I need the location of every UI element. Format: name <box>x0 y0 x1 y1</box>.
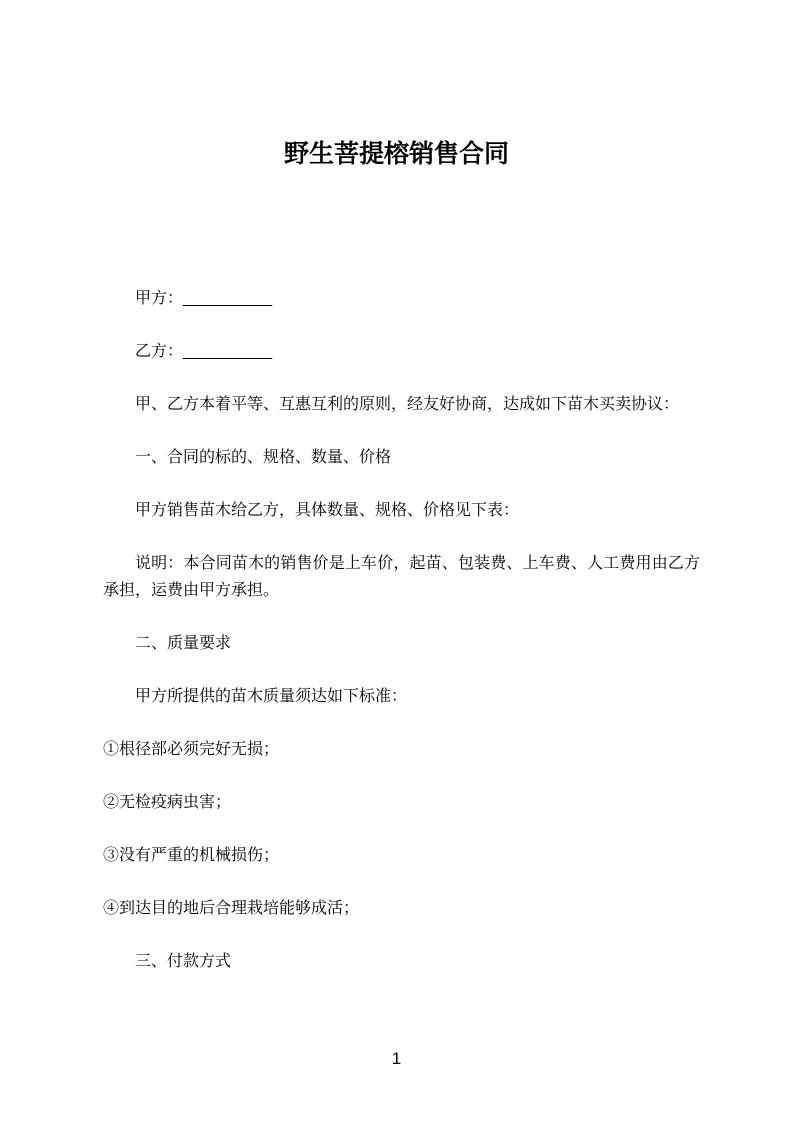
party-a-line: 甲方：__________ <box>135 290 272 307</box>
quality-item-1: ①根径部必须完好无损； <box>103 741 280 758</box>
section-1-note: 说明：本合同苗木的销售价是上车价，起苗、包装费、上车费、人工费用由乙方承担，运费由甲方承担。 <box>103 555 700 599</box>
section-3-heading: 三、付款方式 <box>135 953 232 970</box>
quality-item-2: ②无检疫病虫害； <box>103 794 232 811</box>
section-2-heading: 二、质量要求 <box>135 635 232 652</box>
party-b-line: 乙方：__________ <box>135 343 272 360</box>
document-title: 野生菩提榕销售合同 <box>283 140 509 168</box>
preamble-paragraph: 甲、乙方本着平等、互惠互利的原则，经友好协商，达成如下苗木买卖协议： <box>135 396 680 413</box>
section-1-heading: 一、合同的标的、规格、数量、价格 <box>135 449 392 466</box>
page-number: 1 <box>391 1049 402 1068</box>
quality-item-4: ④到达目的地后合理栽培能够成活； <box>103 900 360 917</box>
quality-item-3: ③没有严重的机械损伤； <box>103 847 280 864</box>
section-2-intro: 甲方所提供的苗木质量须达如下标准： <box>135 688 408 705</box>
section-1-body: 甲方销售苗木给乙方，具体数量、规格、价格见下表： <box>135 502 520 519</box>
